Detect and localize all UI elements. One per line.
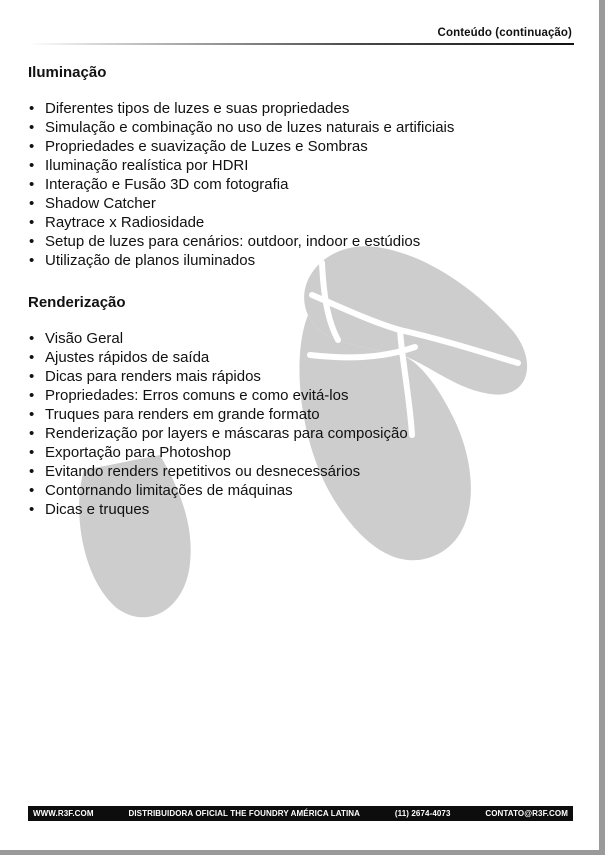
bullet-icon: •	[29, 100, 35, 117]
bullet-icon: •	[29, 138, 35, 155]
list-item	[28, 481, 573, 500]
page-shadow-bottom	[0, 850, 605, 855]
list-item	[28, 348, 573, 367]
bullet-icon: •	[29, 214, 35, 231]
list-item	[28, 137, 573, 156]
list-item	[28, 232, 573, 251]
list-item-text: Interação e Fusão 3D com fotografia	[45, 176, 289, 193]
list-item	[28, 175, 573, 194]
content-body	[28, 63, 573, 519]
bullet-icon: •	[29, 444, 35, 461]
list-item-text: Simulação e combinação no uso de luzes naturais e artificiais	[45, 119, 455, 136]
list-item-text: Iluminação realística por HDRI	[45, 157, 249, 174]
bullet-icon: •	[29, 157, 35, 174]
list-item	[28, 194, 573, 213]
list-item	[28, 251, 573, 270]
bullet-icon: •	[29, 463, 35, 480]
list-item	[28, 462, 573, 481]
list-item-text: Evitando renders repetitivos ou desnecessários	[45, 463, 361, 480]
footer-phone: (11) 2674-4073	[394, 809, 451, 818]
page-header	[0, 27, 574, 45]
list-item-text: Raytrace x Radiosidade	[45, 214, 205, 231]
bullet-icon: •	[29, 252, 35, 269]
list-item-text: Truques para renders em grande formato	[45, 406, 320, 423]
footer-email: CONTATO@R3F.COM	[485, 809, 568, 818]
list-item	[28, 156, 573, 175]
bullet-icon: •	[29, 425, 35, 442]
section-title-iluminacao: Iluminação	[28, 64, 107, 81]
list-item-text: Ajustes rápidos de saída	[45, 349, 210, 366]
page-footer	[28, 806, 573, 821]
bullet-icon: •	[29, 406, 35, 423]
list-item	[28, 118, 573, 137]
header-rule	[28, 43, 574, 45]
section-title-renderizacao: Renderização	[28, 294, 126, 311]
footer-distributor: DISTRIBUIDORA OFICIAL THE FOUNDRY AMÉRICA LATINA	[128, 809, 361, 818]
section-spacer	[28, 270, 573, 293]
bullet-icon: •	[29, 176, 35, 193]
list-item-text: Diferentes tipos de luzes e suas propriedades	[45, 100, 350, 117]
list-item	[28, 500, 573, 519]
list-item-text: Utilização de planos iluminados	[45, 252, 256, 269]
list-item-text: Setup de luzes para cenários: outdoor, indoor e estúdios	[45, 233, 421, 250]
list-item	[28, 329, 573, 348]
list-item	[28, 99, 573, 118]
list-item-text: Renderização por layers e máscaras para composição	[45, 425, 408, 442]
page-shadow-right	[599, 0, 605, 855]
list-item	[28, 213, 573, 232]
bullet-icon: •	[29, 349, 35, 366]
list-item	[28, 405, 573, 424]
header-title: Conteúdo (continuação)	[437, 27, 572, 39]
bullet-list-renderizacao	[28, 329, 573, 519]
list-item-text: Visão Geral	[45, 330, 124, 347]
bullet-icon: •	[29, 119, 35, 136]
bullet-icon: •	[29, 233, 35, 250]
list-item-text: Dicas e truques	[45, 501, 150, 518]
bullet-icon: •	[29, 482, 35, 499]
bullet-icon: •	[29, 387, 35, 404]
list-item	[28, 367, 573, 386]
bullet-list-iluminacao	[28, 99, 573, 270]
list-item	[28, 424, 573, 443]
footer-website: WWW.R3F.COM	[33, 809, 94, 818]
bullet-icon: •	[29, 330, 35, 347]
list-item-text: Contornando limitações de máquinas	[45, 482, 293, 499]
list-item-text: Exportação para Photoshop	[45, 444, 231, 461]
bullet-icon: •	[29, 501, 35, 518]
bullet-icon: •	[29, 368, 35, 385]
list-item-text: Propriedades e suavização de Luzes e Sombras	[45, 138, 368, 155]
list-item-text: Shadow Catcher	[45, 195, 156, 212]
list-item-text: Dicas para renders mais rápidos	[45, 368, 261, 385]
list-item-text: Propriedades: Erros comuns e como evitá-los	[45, 387, 349, 404]
list-item	[28, 443, 573, 462]
list-item	[28, 386, 573, 405]
bullet-icon: •	[29, 195, 35, 212]
